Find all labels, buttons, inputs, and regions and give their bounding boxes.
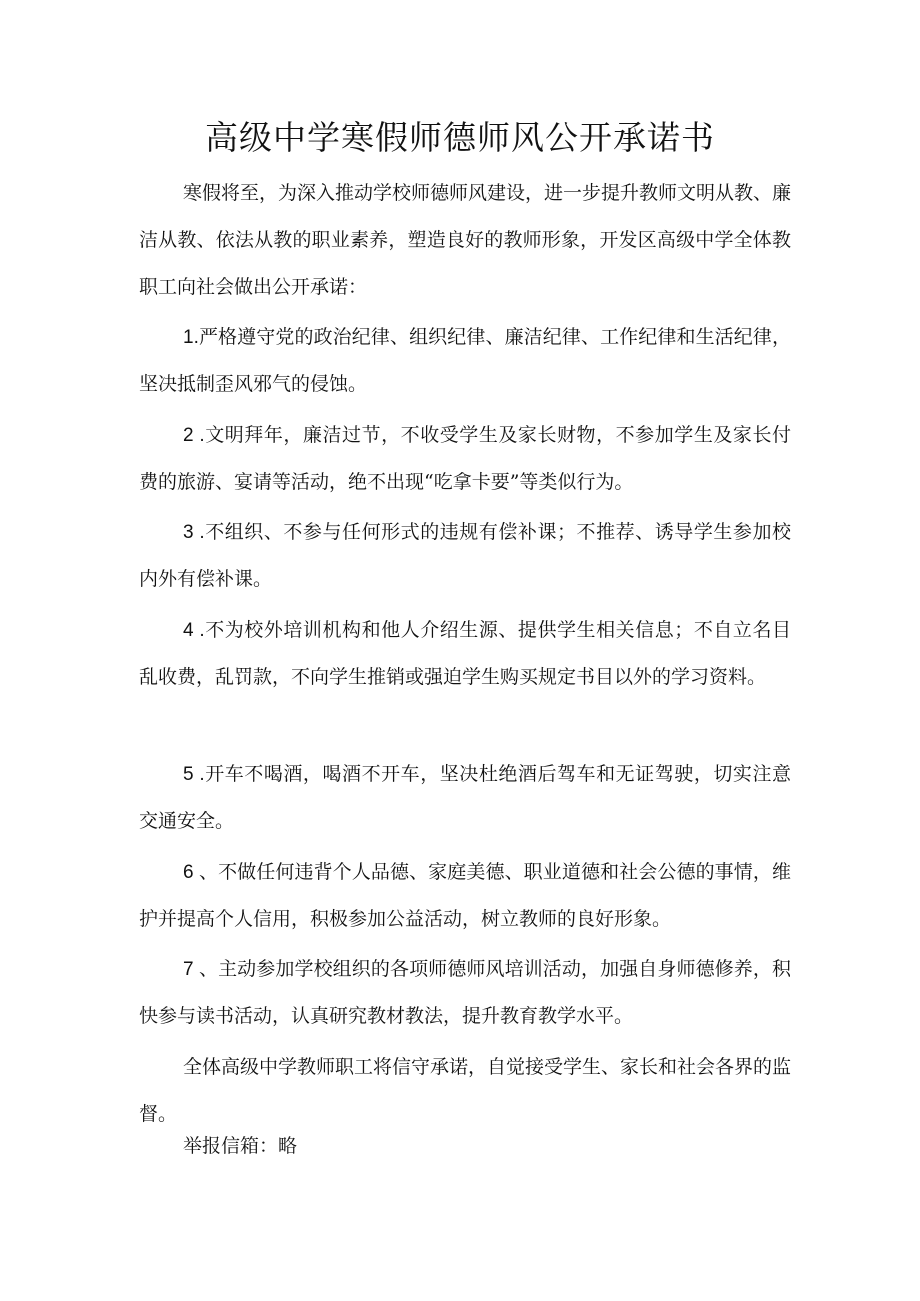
item-text: 开车不喝酒，喝酒不开车，坚决杜绝酒后驾车和无证驾驶，切实注意交通安全。 <box>139 763 791 832</box>
commitment-item-5 <box>139 751 791 845</box>
item-text: 严格遵守党的政治纪律、组织纪律、廉洁纪律、工作纪律和生活纪律，坚决抵制歪风邪气的侵蚀。 <box>139 326 791 395</box>
item-text: 文明拜年，廉洁过节，不收受学生及家长财物，不参加学生及家长付费的旅游、宴请等活动，绝不出现“吃拿卡要”等类似行为。 <box>139 424 791 493</box>
item-number: 4 . <box>183 620 205 641</box>
document-title: 高级中学寒假师德师风公开承诺书 <box>205 118 715 157</box>
item-text: 主动参加学校组织的各项师德师风培训活动，加强自身师德修养，积快参与读书活动，认真研究教材教法，提升教育教学水平。 <box>139 958 791 1027</box>
commitment-item-2 <box>139 412 791 506</box>
item-text: 不组织、不参与任何形式的违规有偿补课；不推荐、诱导学生参加校内外有偿补课。 <box>139 521 791 590</box>
item-text: 不为校外培训机构和他人介绍生源、提供学生相关信息；不自立名目乱收费，乱罚款，不向学生推销或强迫学生购买规定书目以外的学习资料。 <box>139 619 791 688</box>
closing-paragraph: 全体高级中学教师职工将信守承诺，自觉接受学生、家长和社会各界的监督。 <box>139 1056 792 1125</box>
item-text: 不做任何违背个人品德、家庭美德、职业道德和社会公德的事情，维护并提高个人信用，积极参加公益活动，树立教师的良好形象。 <box>139 861 791 930</box>
commitment-item-1 <box>139 314 791 408</box>
report-mailbox-line: 举报信箱：略 <box>183 1135 298 1157</box>
commitment-item-7 <box>139 946 791 1040</box>
commitment-item-3 <box>139 509 791 603</box>
commitment-item-4 <box>139 607 791 701</box>
item-number: 7 、 <box>183 959 219 980</box>
item-number: 5 . <box>183 764 205 785</box>
intro-paragraph: 寒假将至，为深入推动学校师德师风建设，进一步提升教师文明从教、廉洁从教、依法从教的职业素养，塑造良好的教师形象，开发区高级中学全体教职工向社会做出公开承诺： <box>139 182 792 298</box>
item-number: 3 . <box>183 522 205 543</box>
commitment-item-6 <box>139 849 791 943</box>
item-number: 1. <box>183 327 199 348</box>
item-number: 6 、 <box>183 862 219 883</box>
item-number: 2 . <box>183 425 205 446</box>
